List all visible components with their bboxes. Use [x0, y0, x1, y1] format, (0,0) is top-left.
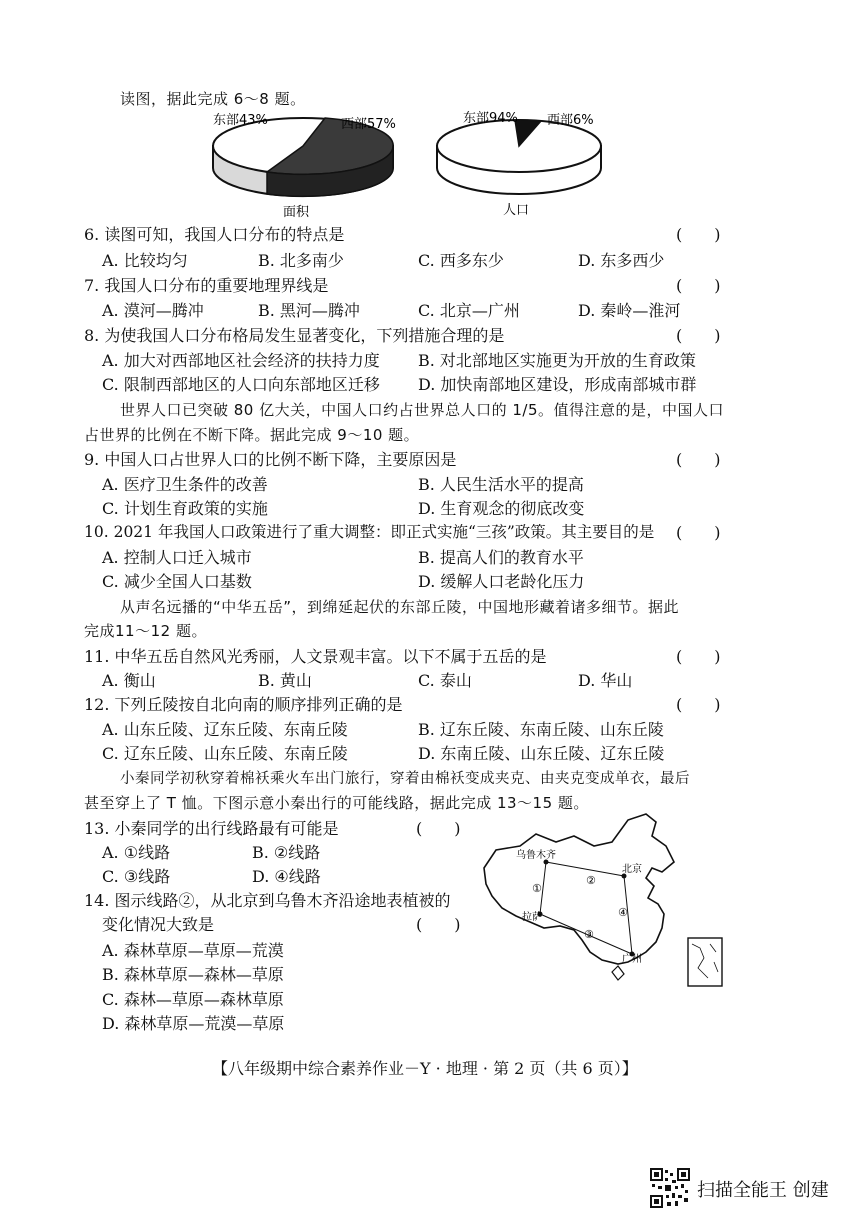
hainan-island: [612, 966, 624, 980]
q14-stem-line2: 变化情况大致是: [102, 915, 215, 934]
q13-option-a[interactable]: A. ①线路: [102, 843, 171, 862]
q12-stem: 12. 下列丘陵按自北向南的顺序排列正确的是: [84, 695, 403, 714]
q9-option-b[interactable]: B. 人民生活水平的提高: [418, 475, 584, 494]
guangzhou-label: 广州: [622, 954, 642, 965]
intro-11-12-line1: 从声名远播的“中华五岳”，到绵延起伏的东部丘陵，中国地形藏着诸多细节。据此: [120, 598, 680, 616]
area-east-label: 东部43%: [213, 113, 268, 128]
china-outline: [484, 814, 674, 964]
q9-stem: 9. 中国人口占世界人口的比例不断下降，主要原因是: [84, 450, 457, 469]
intro-9-10-line2: 占世界的比例在不断下降。据此完成 9～10 题。: [84, 426, 420, 444]
q8-option-c[interactable]: C. 限制西部地区的人口向东部地区迁移: [102, 375, 380, 394]
q14-option-c[interactable]: C. 森林—草原—森林草原: [102, 990, 284, 1009]
q6-option-d[interactable]: D. 东多西少: [578, 251, 665, 270]
beijing-label: 北京: [622, 864, 642, 875]
q13-option-b[interactable]: B. ②线路: [252, 843, 321, 862]
route-2-line: [546, 862, 624, 876]
q7-option-d[interactable]: D. 秦岭—淮河: [578, 301, 681, 320]
q6-option-a[interactable]: A. 比较均匀: [102, 251, 188, 270]
q11-answer-paren[interactable]: ( ): [676, 647, 721, 666]
q12-option-d[interactable]: D. 东南丘陵、山东丘陵、辽东丘陵: [418, 744, 665, 763]
q10-option-a[interactable]: A. 控制人口迁入城市: [102, 548, 252, 567]
q6-stem: 6. 读图可知，我国人口分布的特点是: [84, 225, 345, 244]
q6-answer-paren[interactable]: ( ): [676, 225, 721, 244]
area-caption: 面积: [283, 205, 310, 220]
q9-answer-paren[interactable]: ( ): [676, 450, 721, 469]
intro-6-8: 读图，据此完成 6～8 题。: [120, 90, 306, 108]
q11-option-a[interactable]: A. 衡山: [102, 671, 156, 690]
route-3-label: ③: [584, 928, 594, 941]
q10-option-d[interactable]: D. 缓解人口老龄化压力: [418, 572, 585, 591]
q12-option-a[interactable]: A. 山东丘陵、辽东丘陵、东南丘陵: [102, 720, 348, 739]
q13-stem: 13. 小秦同学的出行线路最有可能是: [84, 819, 339, 838]
urumqi-label: 乌鲁木齐: [516, 850, 556, 861]
q12-answer-paren[interactable]: ( ): [676, 695, 721, 714]
q14-option-b[interactable]: B. 森林草原—森林—草原: [102, 965, 284, 984]
population-pie: [437, 111, 601, 218]
q13-answer-paren[interactable]: ( ): [416, 819, 461, 838]
q12-option-c[interactable]: C. 辽东丘陵、山东丘陵、东南丘陵: [102, 744, 348, 763]
q14-option-d[interactable]: D. 森林草原—荒漠—草原: [102, 1014, 285, 1033]
intro-9-10-line1: 世界人口已突破 80 亿大关，中国人口约占世界总人口的 1/5。值得注意的是，中国人口: [120, 401, 725, 419]
area-west-label: 西部57%: [341, 117, 396, 132]
intro-13-15-line1: 小秦同学初秋穿着棉袄乘火车出门旅行，穿着由棉袄变成夹克、由夹克变成单衣，最后: [120, 771, 690, 787]
q9-option-c[interactable]: C. 计划生育政策的实施: [102, 499, 268, 518]
q8-answer-paren[interactable]: ( ): [676, 326, 721, 345]
page-footer: 【八年级期中综合素养作业－Y · 地理 · 第 2 页（共 6 页）】: [212, 1059, 638, 1078]
area-pie: [213, 113, 396, 220]
q8-stem: 8. 为使我国人口分布格局发生显著变化，下列措施合理的是: [84, 326, 505, 345]
route-2-label: ②: [586, 874, 596, 887]
q12-option-b[interactable]: B. 辽东丘陵、东南丘陵、山东丘陵: [418, 720, 664, 739]
intro-11-12-line2: 完成11～12 题。: [84, 622, 207, 640]
qr-code-icon: [650, 1168, 690, 1208]
q8-option-b[interactable]: B. 对北部地区实施更为开放的生育政策: [418, 351, 696, 370]
q9-option-d[interactable]: D. 生育观念的彻底改变: [418, 499, 585, 518]
china-route-map: [478, 812, 748, 1008]
q10-stem: 10. 2021 年我国人口政策进行了重大调整：即正式实施“三孩”政策。其主要目的是: [84, 523, 655, 541]
route-1-label: ①: [532, 882, 542, 895]
q7-option-b[interactable]: B. 黑河—腾冲: [258, 301, 360, 320]
q8-option-a[interactable]: A. 加大对西部地区社会经济的扶持力度: [102, 351, 380, 370]
q7-option-a[interactable]: A. 漠河—腾冲: [102, 301, 204, 320]
q6-option-b[interactable]: B. 北多南少: [258, 251, 344, 270]
q6-option-c[interactable]: C. 西多东少: [418, 251, 504, 270]
q10-answer-paren[interactable]: ( ): [676, 523, 721, 542]
south-china-sea-inset: [688, 938, 722, 986]
q7-stem: 7. 我国人口分布的重要地理界线是: [84, 276, 329, 295]
q10-option-c[interactable]: C. 减少全国人口基数: [102, 572, 252, 591]
population-east-label: 东部94%: [463, 111, 518, 126]
q8-option-d[interactable]: D. 加快南部地区建设，形成南部城市群: [418, 375, 697, 394]
q11-option-d[interactable]: D. 华山: [578, 671, 633, 690]
q7-answer-paren[interactable]: ( ): [676, 276, 721, 295]
route-4-label: ④: [618, 906, 628, 919]
q7-option-c[interactable]: C. 北京—广州: [418, 301, 520, 320]
q14-stem-line1: 14. 图示线路②，从北京到乌鲁木齐沿途地表植被的: [84, 891, 451, 910]
population-caption: 人口: [503, 203, 530, 218]
q11-option-b[interactable]: B. 黄山: [258, 671, 312, 690]
q14-option-a[interactable]: A. 森林草原—草原—荒漠: [102, 941, 284, 960]
q13-option-d[interactable]: D. ④线路: [252, 867, 321, 886]
q10-option-b[interactable]: B. 提高人们的教育水平: [418, 548, 584, 567]
q11-stem: 11. 中华五岳自然风光秀丽，人文景观丰富。以下不属于五岳的是: [84, 647, 547, 666]
population-west-label: 西部6%: [547, 113, 594, 128]
lhasa-label: 拉萨: [522, 912, 542, 923]
watermark-text: 扫描全能王 创建: [697, 1180, 829, 1201]
pie-charts: [205, 108, 625, 220]
q13-option-c[interactable]: C. ③线路: [102, 867, 171, 886]
q14-answer-paren[interactable]: ( ): [416, 915, 461, 934]
intro-13-15-line2: 甚至穿上了 T 恤。下图示意小秦出行的可能线路，据此完成 13～15 题。: [84, 794, 589, 812]
q9-option-a[interactable]: A. 医疗卫生条件的改善: [102, 475, 268, 494]
q11-option-c[interactable]: C. 泰山: [418, 671, 472, 690]
